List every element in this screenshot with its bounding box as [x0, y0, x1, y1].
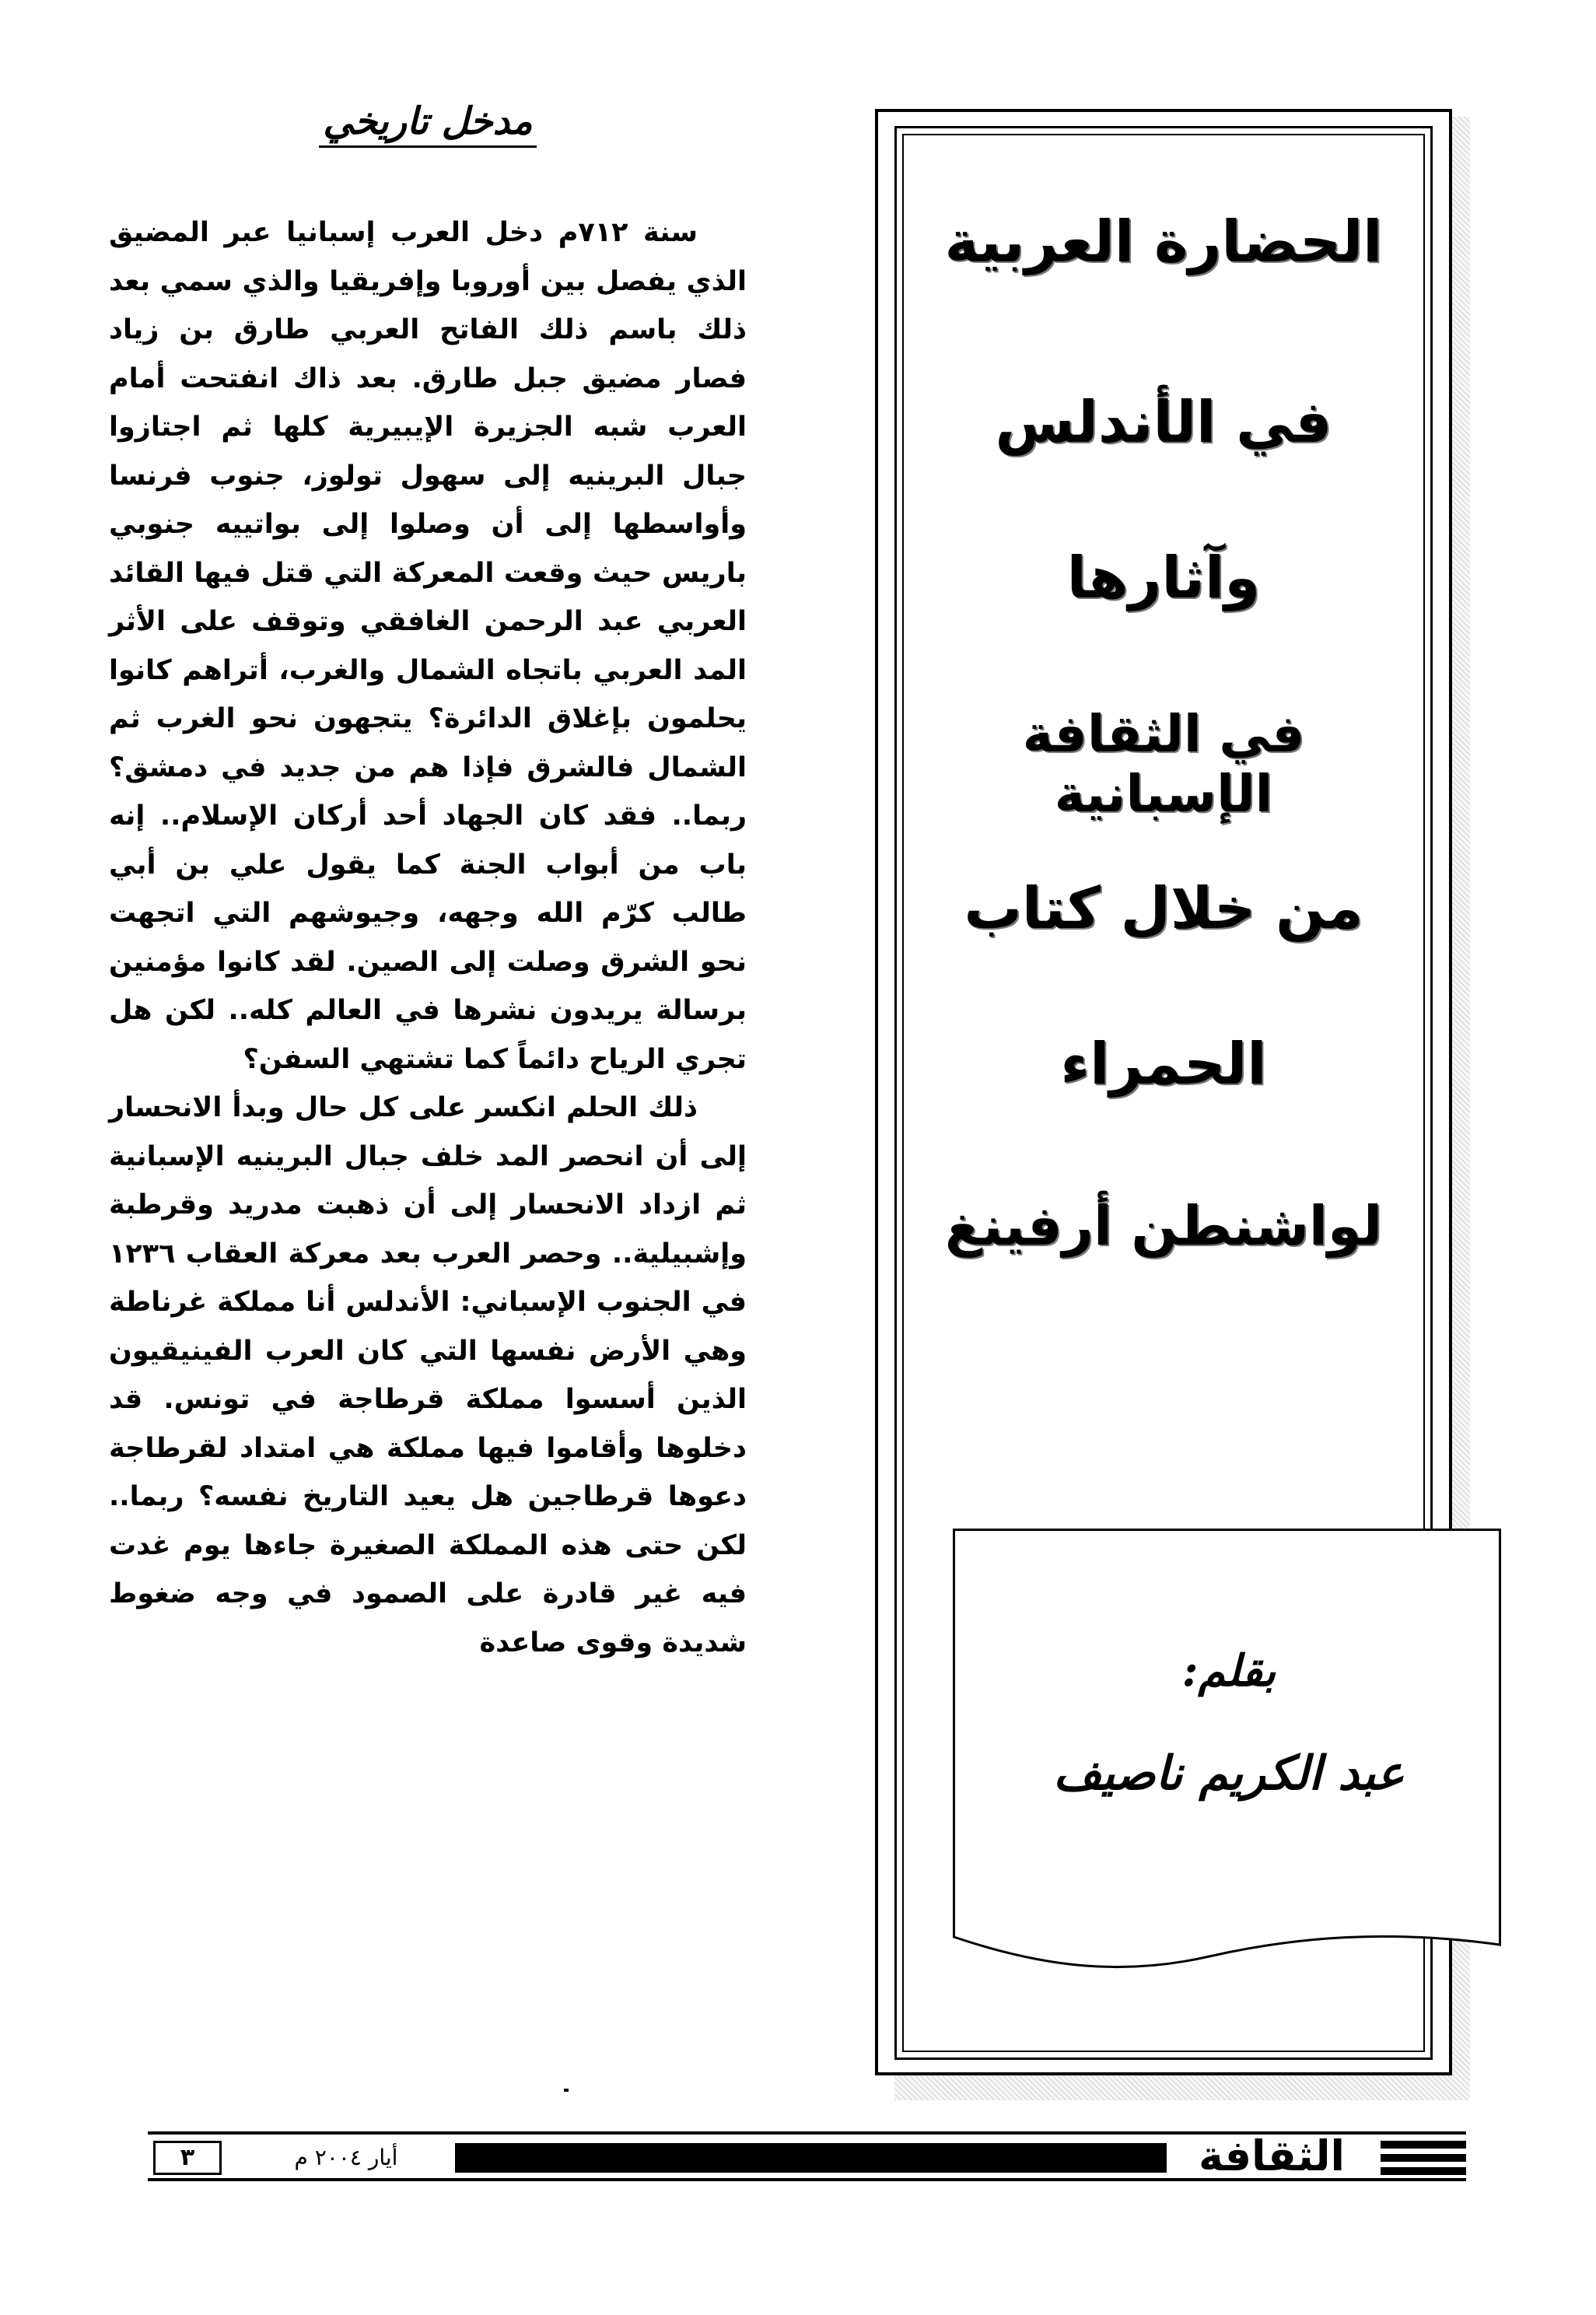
paragraph-2: ذلك الحلم انكسر على كل حال وبدأ الانحسار إلى أن انحصر المد خلف جبال البرينيه الإسبانية ثم ازداد الانحسار إلى أن ذهبت مدريد وقرطبة وإشبيلية.. وحصر العرب بعد معركة العقاب ١٢٣٦ في الجنوب الإسباني: الأندلس أنا مملكة غرناطة وهي الأرض نفسها التي كان العرب الفينيقيون الذين أسسوا مملكة قرطاجة في تونس. قد دخلوها وأقاموا فيها مملكة هي امتداد لقرطاجة دعوها قرطاجين هل يعيد التاريخ نفسه؟ ربما.. لكن حتى هذه المملكة الصغيرة جاءها يوم غدت فيه غير قادرة على الصمود في وجه ضغوط شديدة وقوى صاعدة: [109, 1092, 747, 1658]
title-line-5: من خلال كتاب: [964, 875, 1363, 942]
article-body: [109, 208, 747, 1667]
title-line-3: وآثارها: [1066, 545, 1261, 611]
title-line-4: في الثقافة الإسبانية: [1022, 704, 1305, 824]
logo-stripes: [1381, 2141, 1466, 2175]
title-line-2: في الأندلس: [995, 389, 1332, 456]
note-wavy-bottom: [953, 1914, 1501, 1976]
page-number: ٣: [153, 2141, 222, 2175]
section-heading: مدخل تاريخي: [296, 100, 560, 143]
stray-mark: [564, 2089, 569, 2092]
heading-underline: [319, 145, 537, 148]
issue-date: أيار ٢٠٠٤ م: [294, 2145, 398, 2170]
magazine-logo: الثقافة: [1198, 2131, 1346, 2180]
title-line-1: الحضارة العربية: [944, 208, 1383, 275]
paragraph-1: سنة ٧١٢م دخل العرب إسبانيا عبر المضيق الذي يفصل بين أوروبا وإفريقيا والذي سمي بعد ذلك باسم ذلك الفاتح العربي طارق بن زياد فصار مضيق جبل طارق. بعد ذاك انفتحت أمام العرب شبه الجزيرة الإيبيرية كلها ثم اجتازوا جبال البرينيه إلى سهول تولوز، جنوب فرنسا وأواسطها إلى أن وصلوا إلى بواتييه جنوبي باريس حيث وقعت المعركة التي قتل فيها القائد العربي عبد الرحمن الغافقي وتوقف على الأثر المد العربي باتجاه الشمال والغرب، أتراهم كانوا يحلمون بإغلاق الدائرة؟ يتجهون نحو الغرب ثم الشمال فالشرق فإذا هم من جديد في دمشق؟ ربما.. فقد كان الجهاد أحد أركان الإسلام.. إنه باب من أبواب الجنة كما يقول علي بن أبي طالب كرّم الله وجهه، وجيوشهم التي اتجهت نحو الشرق وصلت إلى الصين. لقد كانوا مؤمنين برسالة يريدون نشرها في العالم كله.. لكن هل تجري الرياح دائماً كما تشتهي السفن؟: [109, 217, 747, 1075]
author-note-box: [953, 1529, 1501, 1929]
footer-black-bar: [455, 2143, 1167, 2173]
author-name: عبد الكريم ناصيف: [1053, 1746, 1405, 1801]
title-line-7: لواشنطن أرفينغ: [944, 1194, 1383, 1258]
title-line-6: الحمراء: [1060, 1031, 1267, 1098]
by-label: بقلم:: [1181, 1645, 1276, 1697]
